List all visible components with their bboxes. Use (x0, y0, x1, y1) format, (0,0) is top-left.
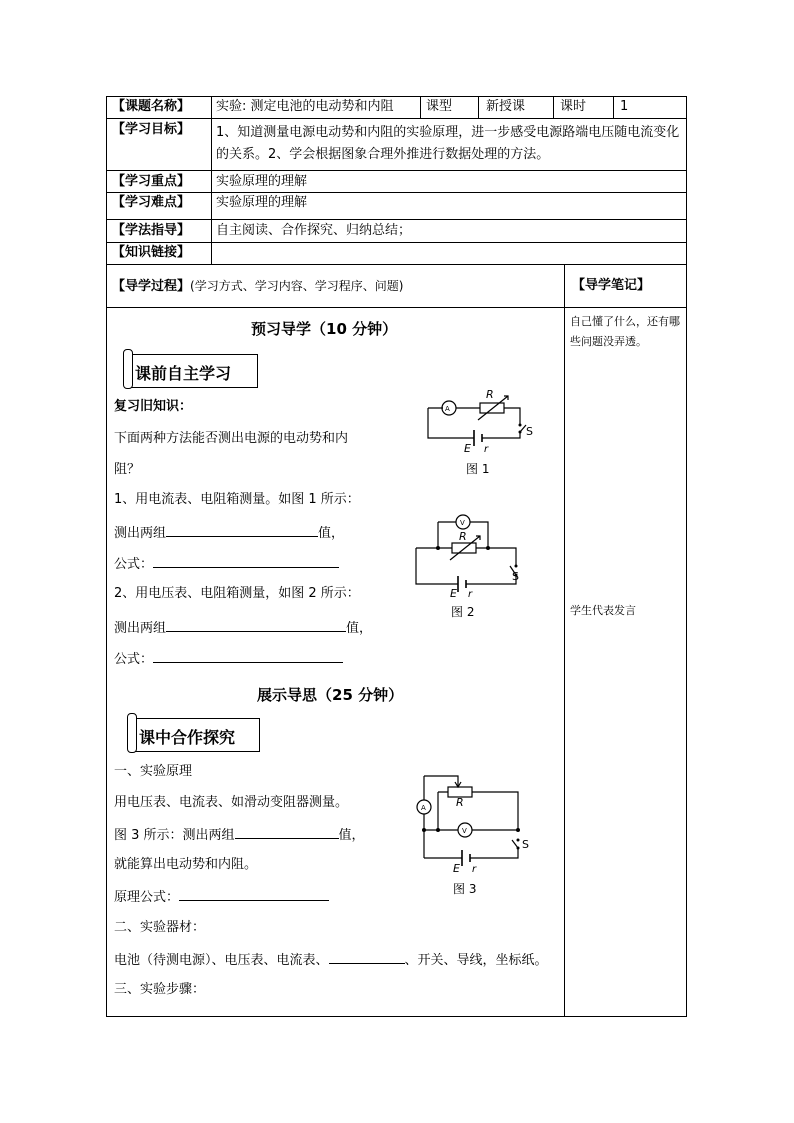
equipment-title: 二、实验器材： (114, 920, 206, 935)
equipment-post: 、开关、导线，坐标纸。 (404, 953, 548, 968)
notes-self-reflect: 自己懂了什么，还有哪些问题没弄透。 (570, 315, 680, 348)
steps-title: 三、实验步骤： (114, 982, 206, 997)
goal-label: 【学习目标】 (112, 122, 191, 137)
explore-heading: 展示导思（25 分钟） (257, 686, 404, 704)
method2-measure-post: 值， (346, 621, 373, 636)
preview-heading: 预习导学（10 分钟） (251, 320, 398, 338)
focus-label: 【学习重点】 (112, 174, 191, 189)
fig1-ammeter-label: A (445, 405, 450, 413)
focus-value: 实验原理的理解 (216, 174, 308, 189)
fig3-caption: 图 3 (453, 882, 477, 896)
fig2-caption: 图 2 (451, 605, 475, 619)
method-label: 【学法指导】 (112, 223, 191, 238)
equipment-pre: 电池（待测电源）、电压表、电流表、 (114, 953, 329, 968)
method1-measure-post: 值， (318, 526, 345, 541)
question-line1: 下面两种方法能否测出电源的电动势和内 (114, 431, 349, 446)
method2-text: 2、用电压表、电阻箱测量，如图 2 所示： (114, 586, 360, 601)
fig2-internal-label: r (468, 589, 473, 600)
fig1-emf-label: E (464, 442, 471, 455)
method1-text: 1、用电流表、电阻箱测量。如图 1 所示： (114, 492, 360, 507)
topic-label: 【课题名称】 (112, 99, 191, 114)
difficulty-value: 实验原理的理解 (216, 195, 308, 210)
fig1-resistor-label: R (486, 388, 494, 401)
difficulty-label: 【学习难点】 (112, 195, 191, 210)
period-label: 课时 (560, 99, 587, 114)
type-value: 新授课 (486, 99, 526, 114)
formula-label: 原理公式： (114, 890, 180, 905)
fig3-voltmeter-label: V (462, 827, 467, 835)
method1-formula-label: 公式： (114, 557, 154, 572)
period-value: 1 (620, 99, 629, 114)
question-line2: 阻？ (114, 462, 141, 477)
process-sub: (学习方式、学习内容、学习程序、问题) (190, 279, 404, 293)
fig3-switch-label: S (522, 838, 529, 851)
explore-banner-text: 课中合作探究 (139, 728, 236, 747)
fig2-switch-label: S (512, 570, 519, 583)
fig3-measure-pre: 图 3 所示：测出两组 (114, 828, 235, 843)
process-label: 【导学过程】 (112, 279, 191, 294)
method2-measure-pre: 测出两组 (114, 621, 167, 636)
fig2-resistor-label: R (459, 530, 467, 543)
fig3-internal-label: r (472, 864, 477, 875)
fig1-internal-label: r (484, 444, 489, 455)
method1-measure-pre: 测出两组 (114, 526, 167, 541)
review-title: 复习旧知识： (114, 399, 193, 414)
fig3-resistor-label: R (456, 796, 464, 809)
preview-banner-text: 课前自主学习 (135, 364, 232, 383)
fig2-emf-label: E (450, 587, 457, 600)
fig2-voltmeter-label: V (460, 519, 465, 527)
principle-title: 一、实验原理 (114, 764, 193, 779)
link-label: 【知识链接】 (112, 245, 191, 260)
principle-line: 用电压表、电流表、如滑动变阻器测量。 (114, 795, 349, 810)
fig3-measure-post: 值， (338, 828, 365, 843)
fig1-switch-label: S (526, 425, 533, 438)
method-value: 自主阅读、合作探究、归纳总结； (216, 223, 412, 238)
method2-formula-label: 公式： (114, 652, 154, 667)
topic-value: 实验: 测定电池的电动势和内阻 (216, 99, 394, 114)
notes-label: 【导学笔记】 (572, 278, 651, 293)
fig1-caption: 图 1 (466, 462, 490, 476)
goal-value: 1、知道测量电源电动势和内阻的实验原理，进一步感受电源路端电压随电流变化的关系。2、学会根据图象合理外推进行数据处理的方法。 (216, 125, 680, 162)
fig3-emf-label: E (453, 862, 460, 875)
calc-line: 就能算出电动势和内阻。 (114, 857, 258, 872)
fig3-ammeter-label: A (421, 804, 426, 812)
type-label: 课型 (426, 99, 453, 114)
notes-student-speak: 学生代表发言 (570, 604, 636, 617)
